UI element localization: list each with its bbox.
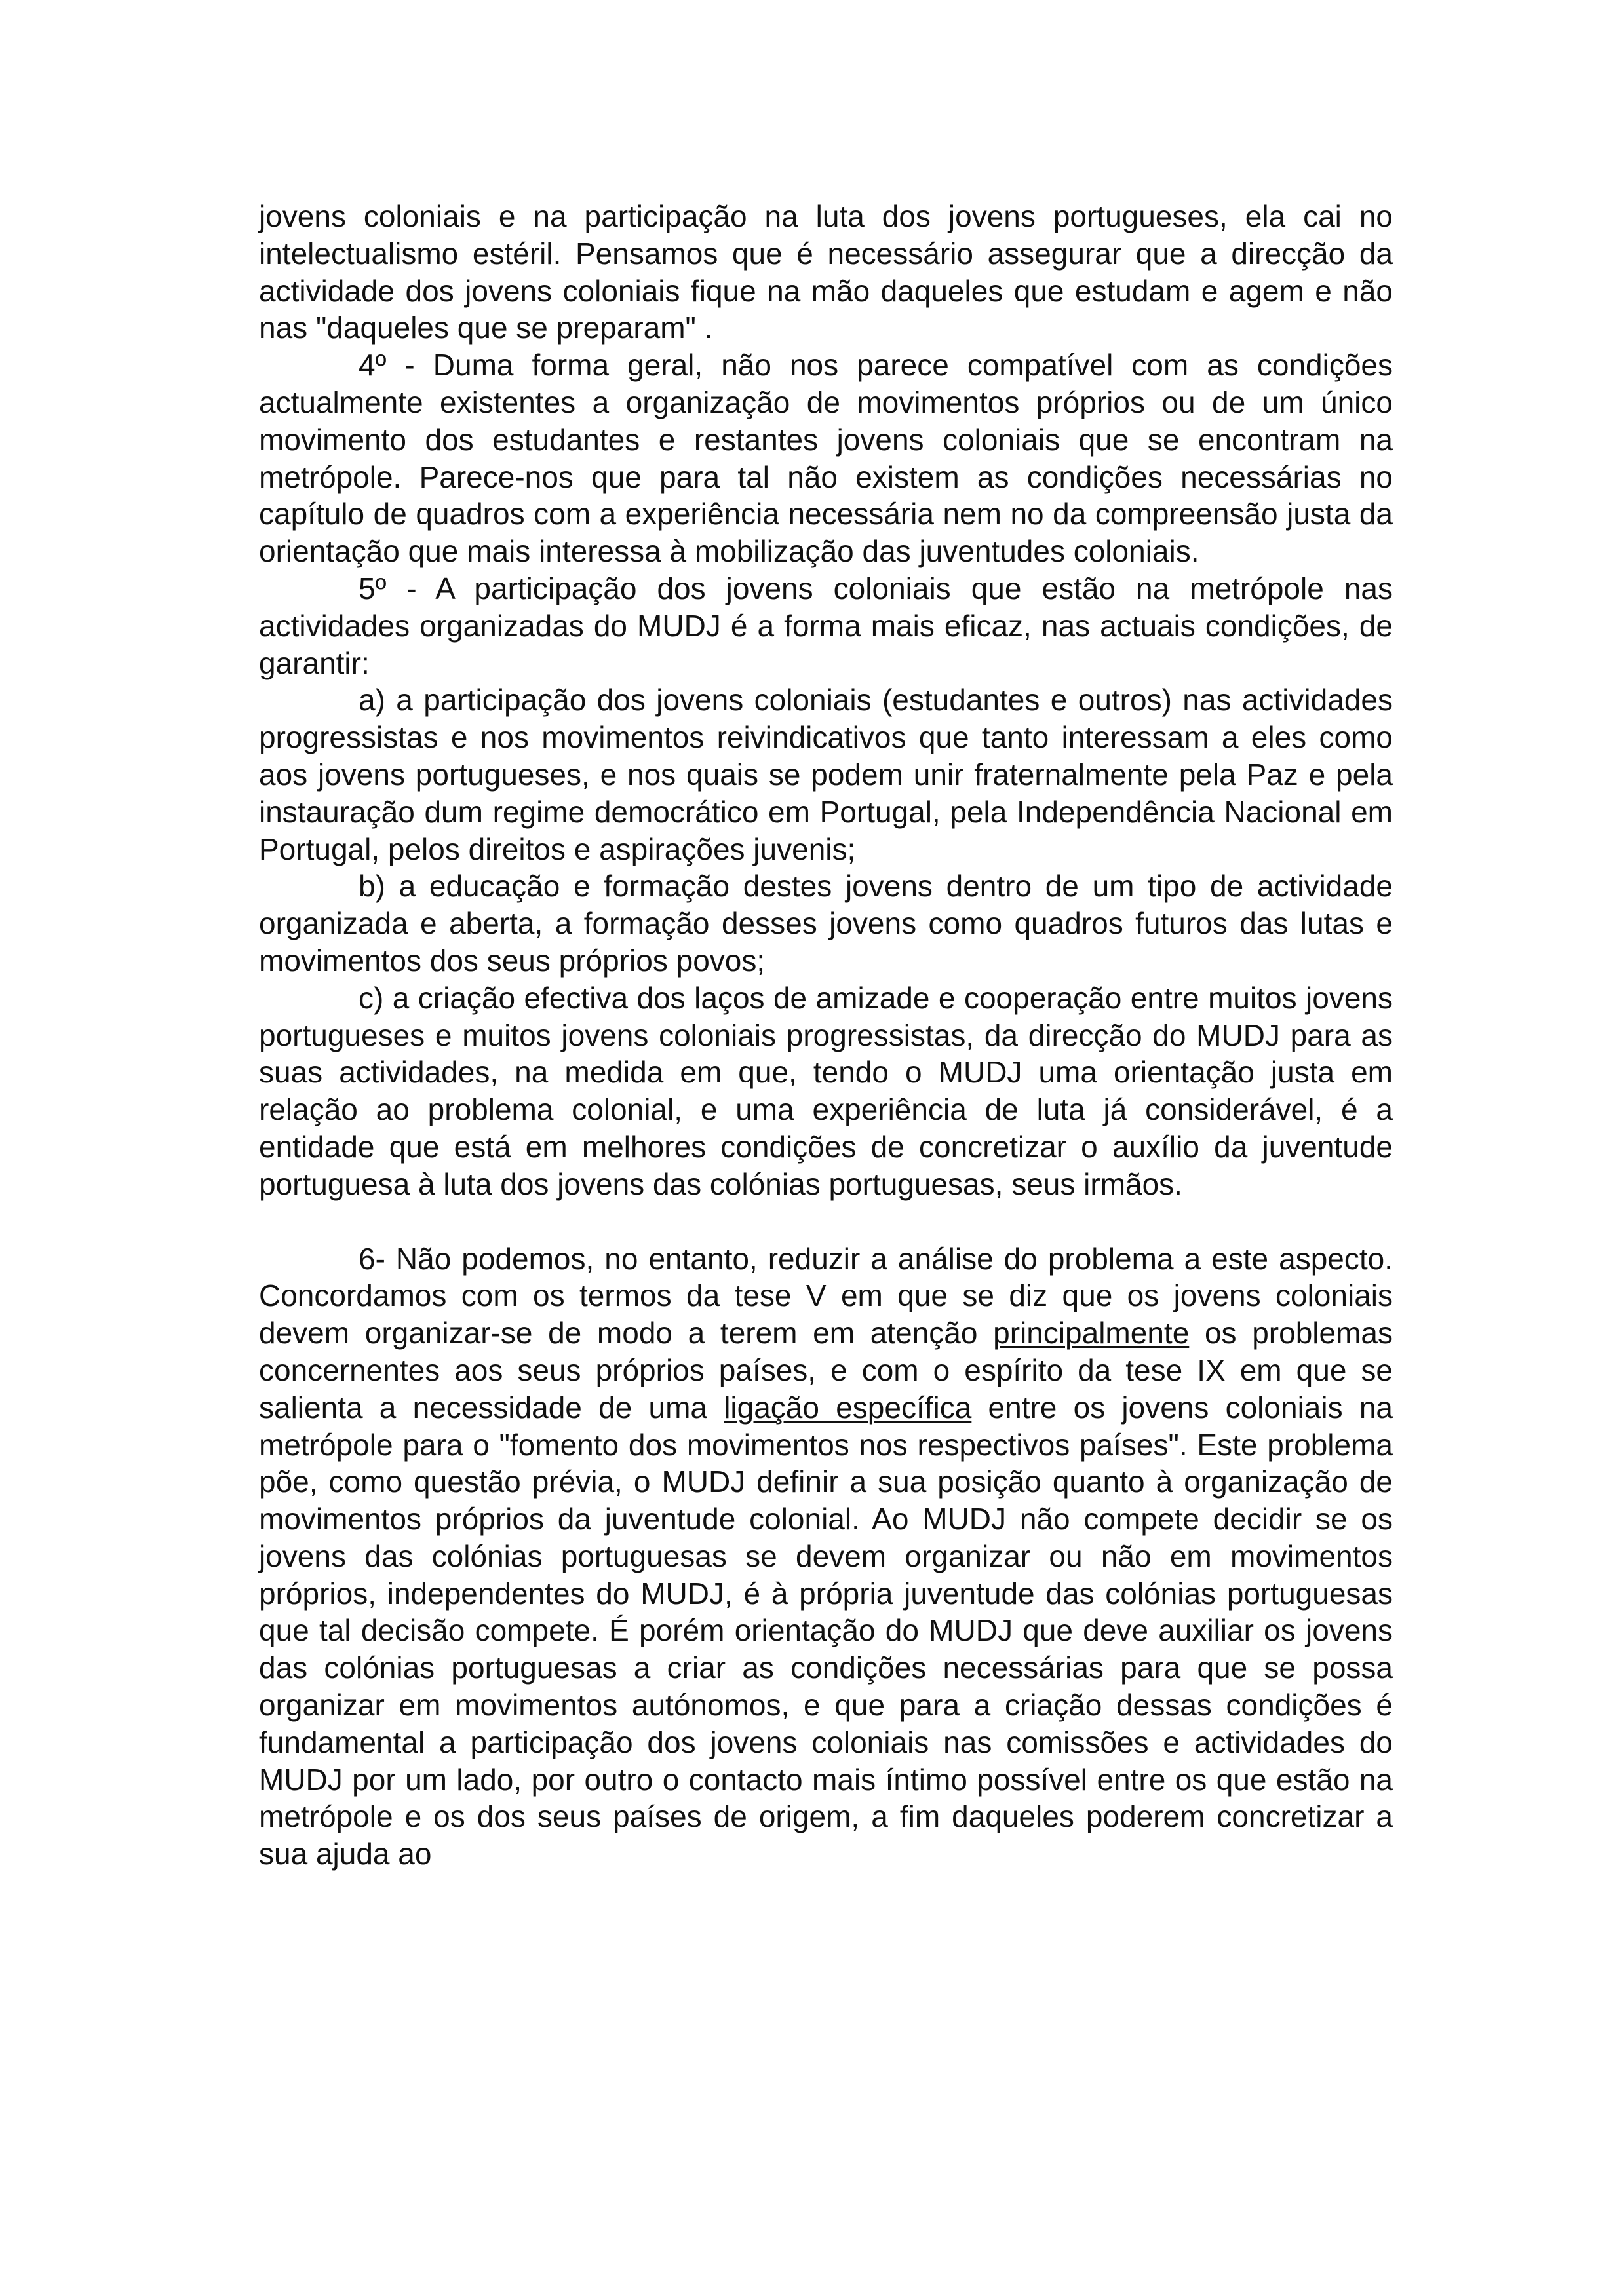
paragraph-6-text-3: entre os jovens coloniais na metrópole para o "fomento dos movimentos nos respectivos países". Este problema põe, como questão prévia, o MUDJ definir a sua posição quanto à organização de movimentos próprios da juventude colonial. Ao MUDJ não compete decidir se os jovens das colónias portuguesas se devem organizar ou não em movimentos próprios, independentes do MUDJ, é à própria juventude das colónias portuguesas que tal decisão compete. É porém orientação do MUDJ que deve auxiliar os jovens das colónias portuguesas a criar as condições necessárias para que se possa organizar em movimentos autónomos, e que para a criação dessas condições é fundamental a participação dos jovens coloniais nas comissões e actividades do MUDJ por um lado, por outro o contacto mais íntimo possível entre os que estão na metrópole e os dos seus países de origem, a fim daqueles poderem concretizar a sua ajuda ao bbox=[259, 1390, 1393, 1871]
paragraph-point-6 bbox=[259, 1240, 1393, 1873]
paragraph-point-5a: a) a participação dos jovens coloniais (estudantes e outros) nas actividades progressistas e nos movimentos reivindicativos que tanto interessam a eles como aos jovens portugueses, e nos quais se podem unir fraternalmente pela Paz e pela instauração dum regime democrático em Portugal, pela Independência Nacional em Portugal, pelos direitos e aspirações juvenis; bbox=[259, 683, 1393, 866]
paragraph-intro: jovens coloniais e na participação na luta dos jovens portugueses, ela cai no intelectualismo estéril. Pensamos que é necessário assegurar que a direcção da actividade dos jovens coloniais fique na mão daqueles que estudam e agem e não nas "daqueles que se preparam" . bbox=[259, 199, 1393, 345]
underlined-principalmente: principalmente bbox=[993, 1316, 1190, 1350]
paragraph-point-5b: b) a educação e formação destes jovens dentro de um tipo de actividade organizada e aberta, a formação desses jovens como quadros futuros das lutas e movimentos dos seus próprios povos; bbox=[259, 869, 1393, 978]
underlined-ligacao-especifica: ligação específica bbox=[724, 1390, 972, 1425]
paragraph-point-4: 4º - Duma forma geral, não nos parece compatível com as condições actualmente existentes a organização de movimentos próprios ou de um único movimento dos estudantes e restantes jovens coloniais que se encontram na metrópole. Parece-nos que para tal não existem as condições necessárias no capítulo de quadros com a experiência necessária nem no da compreensão justa da orientação que mais interessa à mobilização das juventudes coloniais. bbox=[259, 348, 1393, 569]
paragraph-spacer bbox=[259, 1203, 1393, 1240]
paragraph-point-5: 5º - A participação dos jovens coloniais que estão na metrópole nas actividades organizadas do MUDJ é a forma mais eficaz, nas actuais condições, de garantir: bbox=[259, 571, 1393, 680]
document-body bbox=[259, 198, 1393, 1873]
paragraph-6-text-1: 6- Não podemos, no entanto, reduzir a análise do problema a este aspecto. Concordamos com os termos da tese V em que se diz que os jovens coloniais devem organizar-se de modo a terem em atenção bbox=[259, 1241, 1393, 1350]
paragraph-point-5c: c) a criação efectiva dos laços de amizade e cooperação entre muitos jovens portugueses e muitos jovens coloniais progressistas, da direcção do MUDJ para as suas actividades, na medida em que, tendo o MUDJ uma orientação justa em relação ao problema colonial, e uma experiência de luta já considerável, é a entidade que está em melhores condições de concretizar o auxílio da juventude portuguesa à luta dos jovens das colónias portuguesas, seus irmãos. bbox=[259, 980, 1393, 1201]
paragraph-6-text-2: os problemas concernentes aos seus próprios países, e com o espírito da tese IX em que se salienta a necessidade de uma bbox=[259, 1316, 1393, 1425]
